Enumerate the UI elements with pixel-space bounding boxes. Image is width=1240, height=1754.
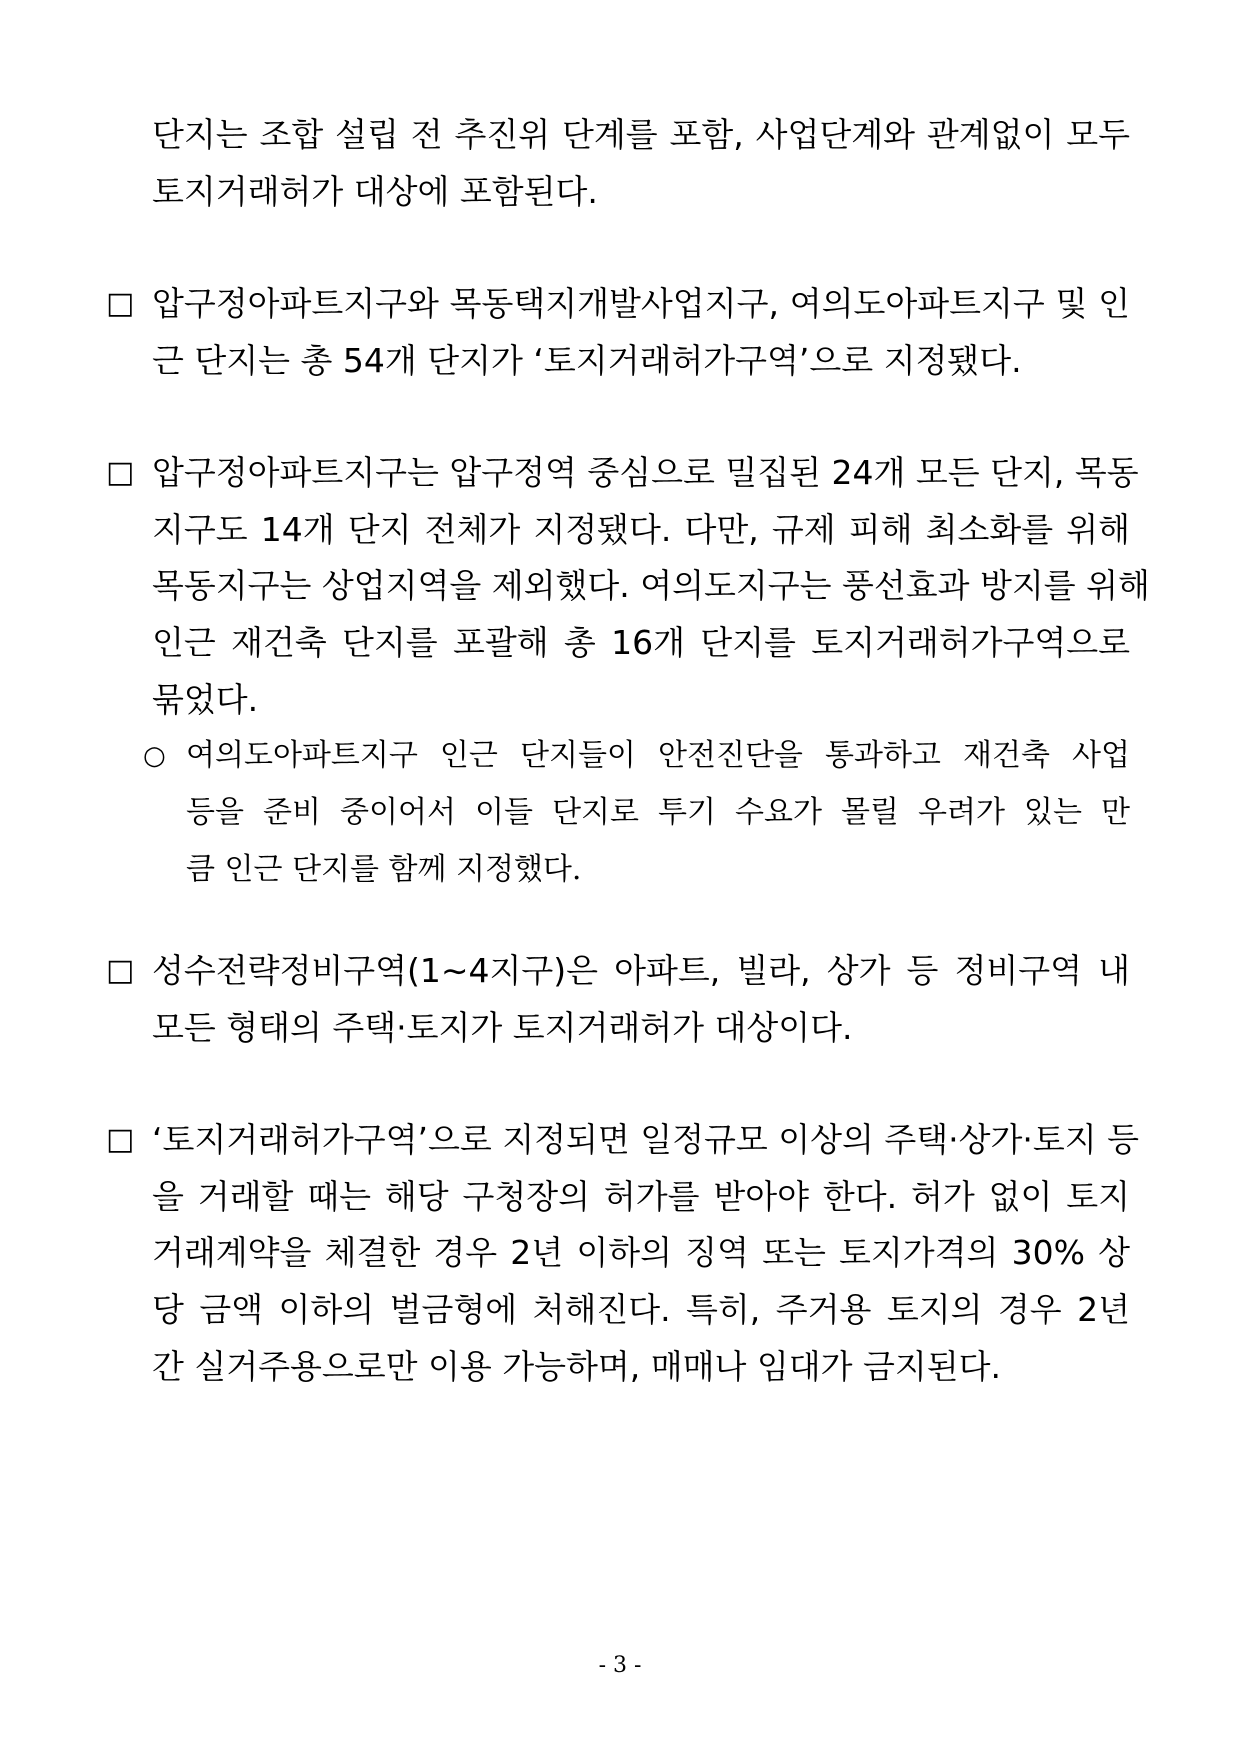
paragraph-line: 인근 재건축 단지를 포괄해 총 16개 단지를 토지거래허가구역으로 (152, 623, 1130, 662)
paragraph-line: 모든 형태의 주택·토지가 토지거래허가 대상이다. (152, 1008, 853, 1047)
paragraph-line: 간 실거주용으로만 이용 가능하며, 매매나 임대가 금지된다. (152, 1347, 1001, 1386)
sub-paragraph-line: 등을 준비 중이어서 이들 단지로 투기 수요가 몰릴 우려가 있는 만 (186, 795, 1130, 830)
paragraph-line: 묶었다. (152, 680, 259, 719)
circle-bullet-icon: ○ (143, 741, 166, 771)
paragraph-line: 압구정아파트지구와 목동택지개발사업지구, 여의도아파트지구 및 인 (152, 284, 1130, 323)
paragraph-line: ‘토지거래허가구역’으로 지정되면 일정규모 이상의 주택·상가·토지 등 (152, 1120, 1139, 1159)
checkbox-bullet-icon: □ (106, 953, 135, 988)
paragraph-line: 지구도 14개 단지 전체가 지정됐다. 다만, 규제 피해 최소화를 위해 (152, 510, 1130, 549)
paragraph-line: 토지거래허가 대상에 포함된다. (152, 172, 598, 211)
paragraph-line: 거래계약을 체결한 경우 2년 이하의 징역 또는 토지가격의 30% 상 (152, 1233, 1130, 1272)
checkbox-bullet-icon: □ (106, 455, 135, 490)
paragraph-line: 압구정아파트지구는 압구정역 중심으로 밀집된 24개 모든 단지, 목동 (152, 453, 1139, 492)
paragraph-line: 단지는 조합 설립 전 추진위 단계를 포함, 사업단계와 관계없이 모두 (152, 115, 1130, 154)
page-number: - 3 - (598, 1653, 642, 1678)
paragraph-line: 성수전략정비구역(1∼4지구)은 아파트, 빌라, 상가 등 정비구역 내 (152, 951, 1130, 990)
paragraph-line: 을 거래할 때는 해당 구청장의 허가를 받아야 한다. 허가 없이 토지 (152, 1177, 1130, 1216)
paragraph-line: 목동지구는 상업지역을 제외했다. 여의도지구는 풍선효과 방지를 위해 (152, 566, 1150, 605)
checkbox-bullet-icon: □ (106, 286, 135, 321)
sub-paragraph-line: 여의도아파트지구 인근 단지들이 안전진단을 통과하고 재건축 사업 (186, 738, 1130, 773)
paragraph-line: 근 단지는 총 54개 단지가 ‘토지거래허가구역’으로 지정됐다. (152, 341, 1022, 380)
sub-paragraph-line: 큼 인근 단지를 함께 지정했다. (186, 852, 582, 887)
paragraph-line: 당 금액 이하의 벌금형에 처해진다. 특히, 주거용 토지의 경우 2년 (152, 1290, 1130, 1329)
checkbox-bullet-icon: □ (106, 1122, 135, 1157)
